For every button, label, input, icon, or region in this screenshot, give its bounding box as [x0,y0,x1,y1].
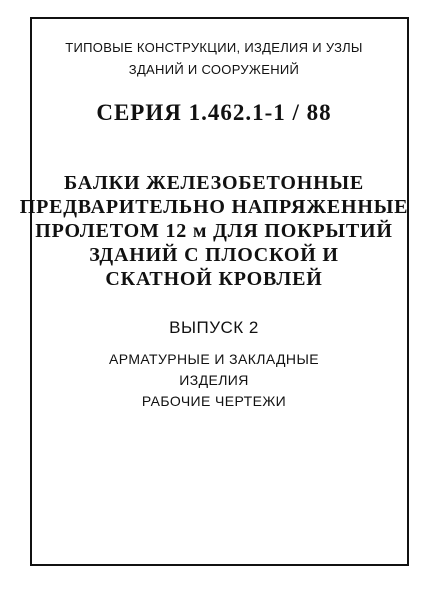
header-line-1: ТИПОВЫЕ КОНСТРУКЦИИ, ИЗДЕЛИЯ И УЗЛЫ [65,40,363,55]
title-line-3: ПРОЛЕТОМ 12 м ДЛЯ ПОКРЫТИЙ [35,220,393,242]
issue-number: ВЫПУСК 2 [169,318,259,337]
title-line-1: БАЛКИ ЖЕЛЕЗОБЕТОННЫЕ [63,172,365,194]
subtitle-line-1: АРМАТУРНЫЕ И ЗАКЛАДНЫЕ [109,351,319,367]
header-line-2: ЗДАНИЙ И СООРУЖЕНИЙ [128,62,300,77]
subtitle-line-3: РАБОЧИЕ ЧЕРТЕЖИ [141,393,287,409]
series-number: СЕРИЯ 1.462.1-1 / 88 [96,100,332,125]
title-line-2: ПРЕДВАРИТЕЛЬНО НАПРЯЖЕННЫЕ [19,196,409,218]
title-line-5: СКАТНОЙ КРОВЛЕЙ [105,268,323,290]
title-line-4: ЗДАНИЙ С ПЛОСКОЙ И [89,244,339,266]
subtitle-line-2: ИЗДЕЛИЯ [179,372,249,388]
